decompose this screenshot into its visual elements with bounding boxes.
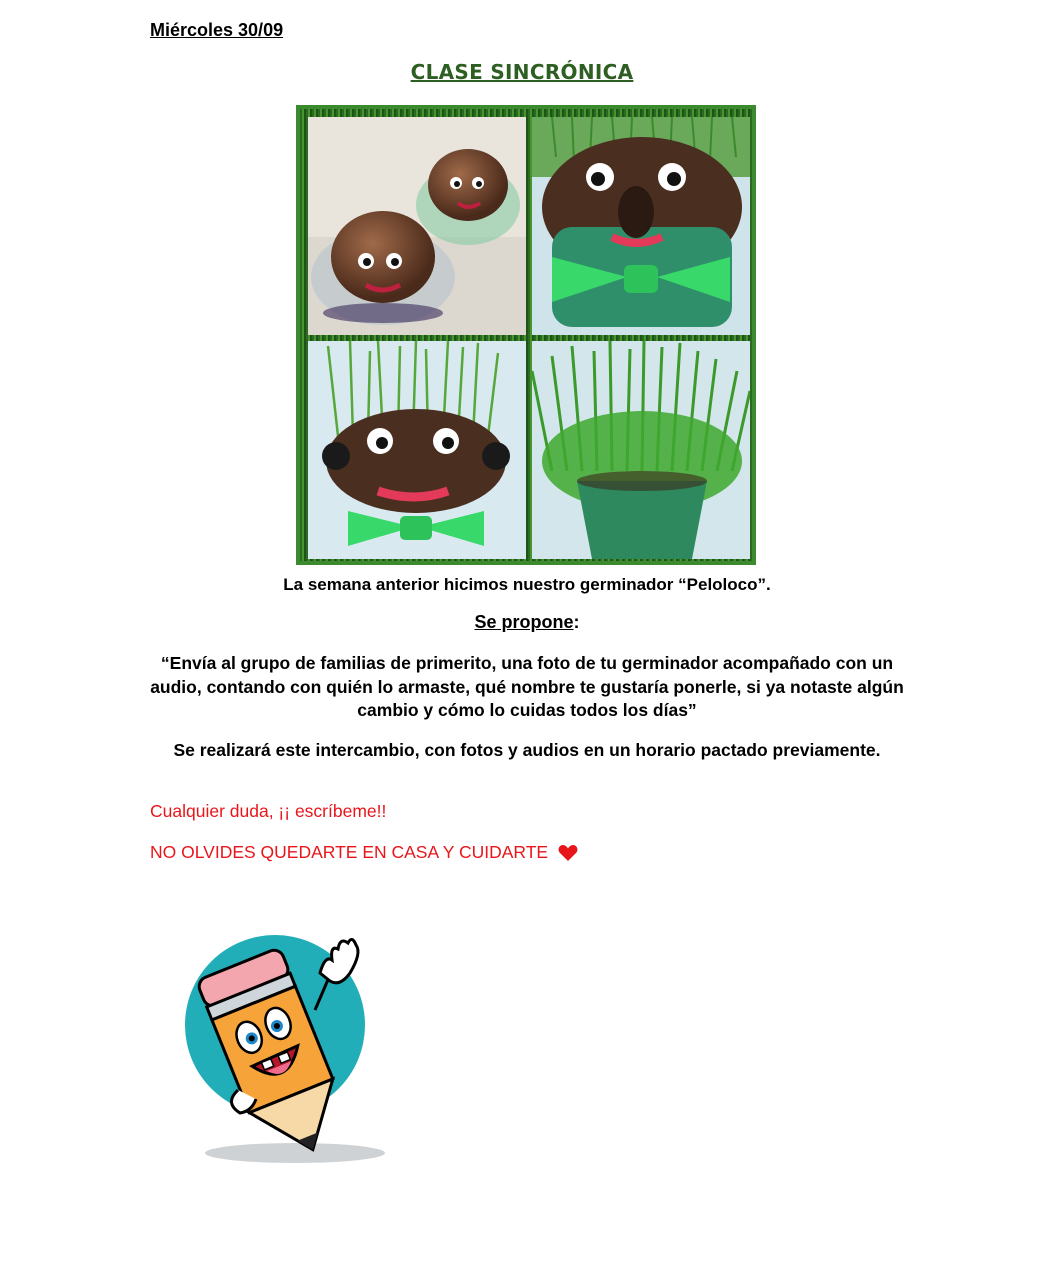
assignment-quote: “Envía al grupo de familias de primerito, una foto de tu germinador acompañado con un audio, contando con quién lo armaste, qué nombre te gustaría ponerle, si ya notaste algún cambio y cómo lo cuidas todos los días” — [150, 653, 904, 720]
stay-home-text: NO OLVIDES QUEDARTE EN CASA Y CUIDARTE — [150, 842, 549, 862]
propone-heading — [0, 612, 1044, 633]
photo-germinator-full-grass — [532, 341, 750, 559]
date-heading: Miércoles 30/09 — [150, 20, 284, 40]
photo-germinators-bowls — [308, 117, 526, 335]
page-title: CLASE SINCRÓNICA — [410, 60, 634, 84]
photo-germinator-grass-face — [308, 341, 526, 559]
doubt-message: Cualquier duda, ¡¡ escríbeme!! — [150, 801, 387, 821]
photo-collage — [296, 105, 756, 565]
stay-home-message — [150, 842, 578, 863]
heart-icon — [558, 844, 578, 862]
photo-germinator-bow — [532, 117, 750, 335]
collage-caption: La semana anterior hicimos nuestro germinador “Peloloco”. — [283, 575, 771, 594]
pencil-mascot-icon — [180, 915, 410, 1175]
exchange-note: Se realizará este intercambio, con fotos y audios en un horario pactado previamente. — [173, 740, 881, 760]
propone-colon: : — [573, 612, 580, 632]
propone-label: Se propone — [474, 612, 574, 632]
